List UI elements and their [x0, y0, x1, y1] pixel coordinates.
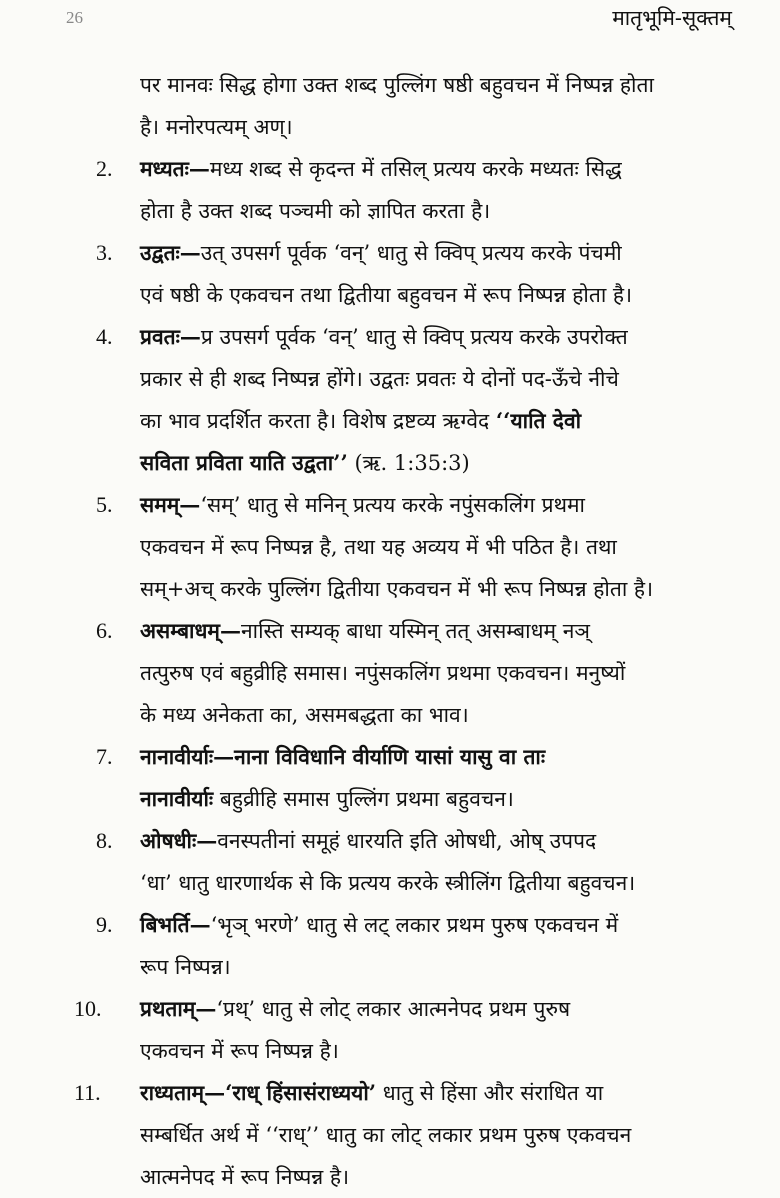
item-number: 3.	[96, 240, 113, 265]
text-line: है। मनोरपत्यम् अण्।	[140, 115, 293, 139]
term-heading: नानावीर्याः	[140, 786, 214, 811]
text-line: रूप निष्पन्न।	[140, 955, 231, 979]
term-heading: बिभर्ति—	[140, 912, 211, 937]
term-heading: ओषधीः—	[140, 828, 218, 853]
list-item	[74, 232, 722, 316]
item-number: 9.	[96, 912, 113, 937]
text-line: ‘सम्’ धातु से मनिन् प्रत्यय करके नपुंसकलिंग प्रथमा	[200, 493, 585, 517]
text-line: सम्बर्धित अर्थ में ‘‘राध्’’ धातु का लोट् लकार प्रथम पुरुष एकवचन	[140, 1123, 632, 1147]
item-number: 11.	[74, 1080, 101, 1105]
text-line: आत्मनेपद में रूप निष्पन्न है।	[140, 1165, 350, 1189]
term-heading: असम्बाधम्—	[140, 618, 241, 643]
text-line: धातु से हिंसा और संराधित या	[376, 1081, 604, 1105]
text-line: उत् उपसर्ग पूर्वक ‘वन्’ धातु से क्विप् प्रत्यय करके पंचमी	[200, 241, 622, 265]
term-heading: समम्—	[140, 492, 201, 517]
text-line: ‘धा’ धातु धारणार्थक से कि प्रत्यय करके स्त्रीलिंग द्वितीया बहुवचन।	[140, 871, 636, 895]
item-number: 2.	[96, 156, 113, 181]
intro-paragraph	[140, 64, 722, 148]
page-number: 26	[66, 8, 83, 27]
citation: (ऋ. 1:35:3)	[347, 451, 470, 475]
text-line: के मध्य अनेकता का, असमबद्धता का भाव।	[140, 703, 469, 727]
text-line: ‘भृञ् भरणे’ धातु से लट् लकार प्रथम पुरुष एकवचन में	[210, 913, 619, 937]
running-title: मातृभूमि-सूक्तम्	[612, 6, 732, 30]
text-line: नाना विविधानि वीर्याणि यासां यासु वा ताः	[234, 744, 546, 769]
text-line: नास्ति सम्यक् बाधा यस्मिन् तत् असम्बाधम् नञ्	[240, 619, 590, 643]
text-line: ‘राध् हिंसासंराध्ययो’	[225, 1080, 377, 1105]
term-heading: मध्यतः—	[140, 156, 210, 181]
list-item	[74, 148, 722, 232]
text-line: एकवचन में रूप निष्पन्न है, तथा यह अव्यय में भी पठित है। तथा	[140, 535, 617, 559]
list-item	[74, 610, 722, 736]
text-line: बहुव्रीहि समास पुल्लिंग प्रथमा बहुवचन।	[213, 787, 514, 811]
term-heading: प्रवतः—	[140, 324, 201, 349]
list-item	[74, 736, 722, 820]
text-line: वनस्पतीनां समूहं धारयति इति ओषधी, ओष् उपपद	[217, 829, 597, 853]
text-line: मध्य शब्द से कृदन्त में तसिल् प्रत्यय करके मध्यतः सिद्ध	[209, 157, 622, 181]
item-number: 10.	[74, 996, 102, 1021]
text-line: प्रकार से ही शब्द निष्पन्न होंगे। उद्वतः प्रवतः ये दोनों पद-ऊँचे नीचे	[140, 367, 619, 391]
text-line: पर मानवः सिद्ध होगा उक्त शब्द पुल्लिंग षष्ठी बहुवचन में निष्पन्न होता	[140, 73, 654, 97]
text-line: प्र उपसर्ग पूर्वक ‘वन्’ धातु से क्विप् प्रत्यय करके उपरोक्त	[200, 325, 628, 349]
term-heading: प्रथताम्—	[140, 996, 217, 1021]
item-number: 4.	[96, 324, 113, 349]
list-item	[74, 484, 722, 610]
list-item	[74, 316, 722, 484]
list-item	[74, 1072, 722, 1198]
term-heading: उद्वतः—	[140, 240, 201, 265]
text-line: एकवचन में रूप निष्पन्न है।	[140, 1039, 339, 1063]
text-line: एवं षष्ठी के एकवचन तथा द्वितीया बहुवचन में रूप निष्पन्न होता है।	[140, 283, 633, 307]
item-number: 6.	[96, 618, 113, 643]
rigveda-quote: सविता प्रविता याति उद्वता’’	[140, 450, 348, 475]
list-item	[74, 820, 722, 904]
text-line: सम्+अच् करके पुल्लिंग द्वितीया एकवचन में भी रूप निष्पन्न होता है।	[140, 577, 654, 601]
text-line: तत्पुरुष एवं बहुव्रीहि समास। नपुंसकलिंग प्रथमा एकवचन। मनुष्यों	[140, 661, 626, 685]
page-body	[74, 64, 722, 1198]
text-line: होता है उक्त शब्द पञ्चमी को ज्ञापित करता है।	[140, 199, 491, 223]
item-number: 7.	[96, 744, 113, 769]
rigveda-quote: ‘‘याति देवो	[495, 408, 582, 433]
item-number: 8.	[96, 828, 113, 853]
item-number: 5.	[96, 492, 113, 517]
term-heading: नानावीर्याः—	[140, 744, 235, 769]
list-item	[74, 904, 722, 988]
text-line: ‘प्रथ्’ धातु से लोट् लकार आत्मनेपद प्रथम पुरुष	[216, 997, 571, 1021]
list-item	[74, 988, 722, 1072]
text-line: का भाव प्रदर्शित करता है। विशेष द्रष्टव्य ऋग्वेद	[140, 409, 496, 433]
term-heading: राध्यताम्—	[140, 1080, 226, 1105]
